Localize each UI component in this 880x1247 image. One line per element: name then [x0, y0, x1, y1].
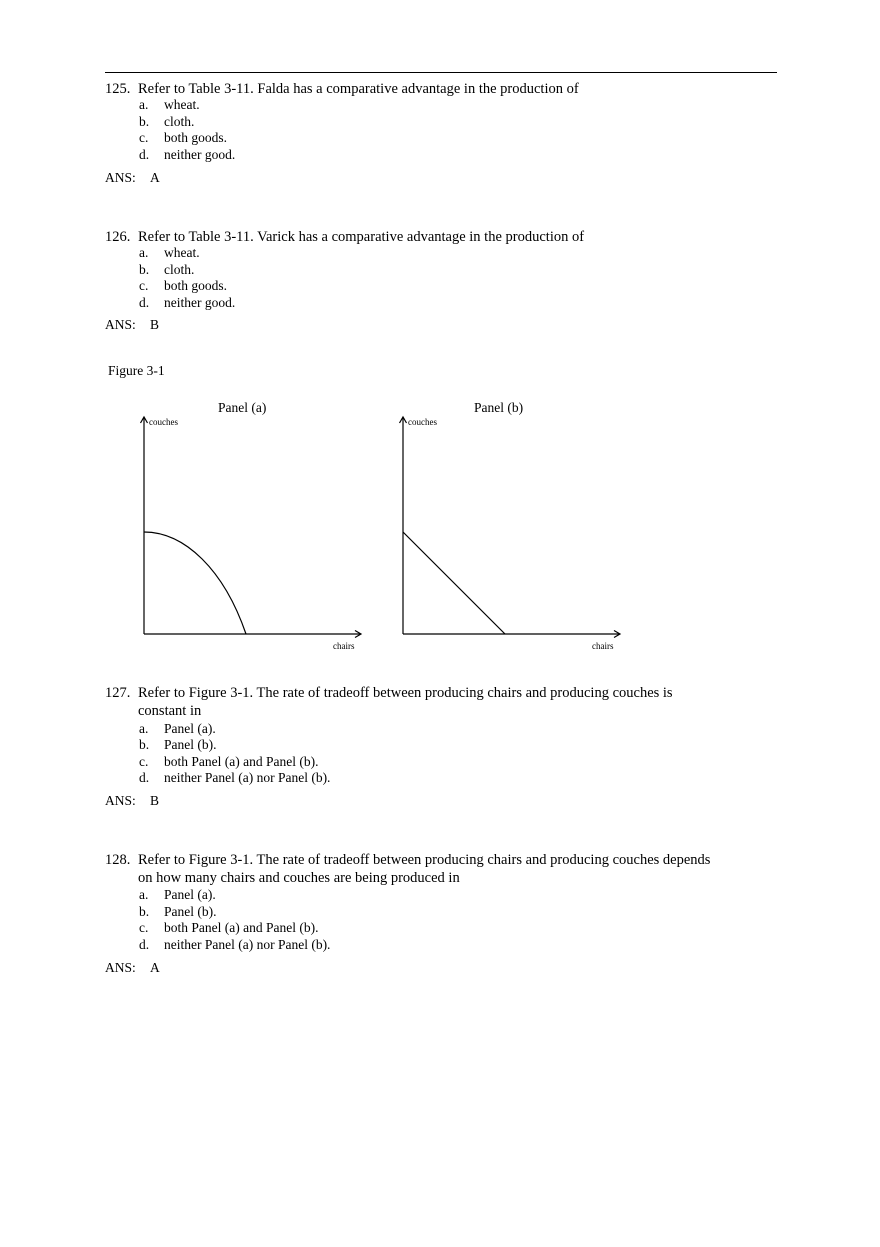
choice-text: cloth.: [164, 262, 195, 277]
question-stem-line: Refer to Table 3-11. Varick has a comparative advantage in the production of: [138, 229, 585, 245]
answer-label: ANS:: [105, 960, 136, 975]
panel-a-x-label: chairs: [333, 641, 355, 651]
choice-text: Panel (a).: [164, 721, 216, 736]
answer-128: [105, 960, 160, 976]
figure-caption: Figure 3-1: [108, 363, 165, 378]
choice-letter: a.: [139, 721, 149, 736]
choice-letter: c.: [139, 754, 149, 769]
question-stem-line: constant in: [138, 703, 202, 719]
choice-text: Panel (b).: [164, 737, 217, 752]
choice-text: both Panel (a) and Panel (b).: [164, 754, 319, 769]
choice-text: neither good.: [164, 295, 236, 310]
choice-text: wheat.: [164, 97, 200, 112]
question-127: [105, 684, 673, 720]
choice-text: Panel (a).: [164, 887, 216, 902]
question-stem-line: Refer to Table 3-11. Falda has a comparative advantage in the production of: [138, 81, 579, 97]
question-number: 125.: [105, 81, 131, 97]
question-128: [105, 851, 710, 887]
answer-label: ANS:: [105, 317, 136, 332]
choice-text: neither Panel (a) nor Panel (b).: [164, 937, 331, 952]
answer-label: ANS:: [105, 170, 136, 185]
choice-text: cloth.: [164, 114, 195, 129]
panel-b-title: Panel (b): [474, 400, 524, 415]
answer-value: B: [150, 793, 160, 808]
panel-a-y-label: couches: [149, 417, 178, 427]
choice-letter: c.: [139, 920, 149, 935]
choice-letter: d.: [139, 770, 150, 785]
choice-128-a: [139, 887, 216, 904]
panel-a-title: Panel (a): [218, 400, 267, 415]
choice-letter: a.: [139, 97, 149, 112]
choice-128-d: [139, 937, 330, 954]
choice-127-b: [139, 737, 216, 754]
choice-letter: b.: [139, 114, 150, 129]
choice-127-c: [139, 754, 318, 771]
choice-letter: b.: [139, 262, 150, 277]
question-stem-line: Refer to Figure 3-1. The rate of tradeoff between producing chairs and producing couches is: [138, 685, 673, 701]
question-number: 127.: [105, 685, 131, 701]
question-number: 128.: [105, 852, 131, 868]
choice-letter: c.: [139, 130, 149, 145]
choice-text: neither Panel (a) nor Panel (b).: [164, 770, 331, 785]
choice-letter: a.: [139, 245, 149, 260]
choice-127-a: [139, 721, 216, 738]
panel-a-curve: [144, 532, 246, 634]
choice-text: Panel (b).: [164, 904, 217, 919]
choice-letter: d.: [139, 295, 150, 310]
answer-value: A: [150, 960, 160, 975]
answer-127: [105, 793, 159, 809]
answer-value: B: [150, 317, 160, 332]
choice-letter: a.: [139, 887, 149, 902]
panel-b-y-label: couches: [408, 417, 437, 427]
choice-text: both goods.: [164, 278, 228, 293]
answer-label: ANS:: [105, 793, 136, 808]
choice-128-c: [139, 920, 318, 937]
choice-text: neither good.: [164, 147, 236, 162]
choice-text: both goods.: [164, 130, 228, 145]
choice-127-d: [139, 770, 330, 787]
question-stem-line: on how many chairs and couches are being produced in: [138, 870, 460, 886]
choice-128-b: [139, 904, 216, 921]
choice-letter: d.: [139, 937, 150, 952]
choice-letter: c.: [139, 278, 149, 293]
choice-text: wheat.: [164, 245, 200, 260]
choice-letter: d.: [139, 147, 150, 162]
panel-b-curve: [403, 532, 505, 634]
question-number: 126.: [105, 229, 131, 245]
choice-text: both Panel (a) and Panel (b).: [164, 920, 319, 935]
choice-letter: b.: [139, 904, 150, 919]
panel-b-x-label: chairs: [592, 641, 614, 651]
question-stem-line: Refer to Figure 3-1. The rate of tradeoff between producing chairs and producing couches depends: [138, 852, 711, 868]
choice-letter: b.: [139, 737, 150, 752]
answer-value: A: [150, 170, 160, 185]
